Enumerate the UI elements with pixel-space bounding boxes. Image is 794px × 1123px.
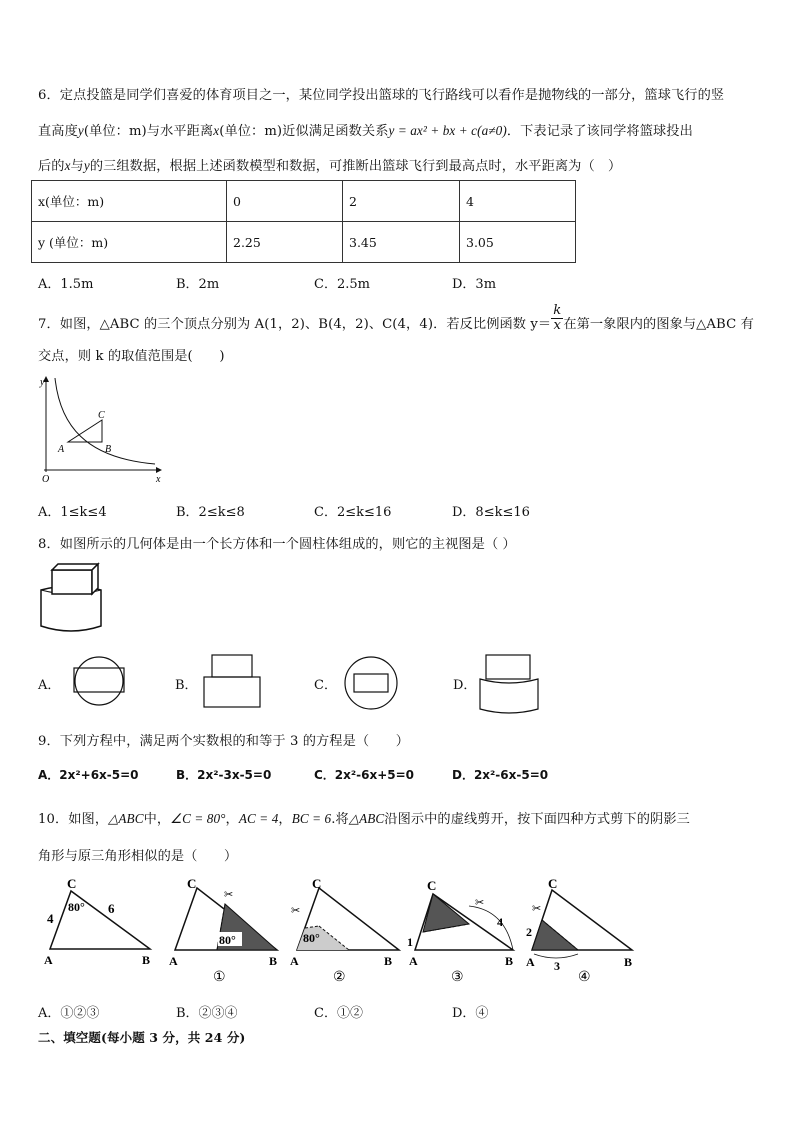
option-a[interactable]: A．1≤k≤4 bbox=[38, 505, 107, 520]
side-length-2: 2 bbox=[526, 925, 532, 939]
figure-number: ② bbox=[333, 970, 346, 985]
side-bc-length: 6 bbox=[108, 901, 115, 916]
q6-options bbox=[38, 273, 758, 292]
option-c[interactable]: C．2.5m bbox=[314, 277, 370, 292]
label-y: y bbox=[40, 377, 45, 388]
q10-triangle: △ABC bbox=[108, 811, 144, 826]
label-c: C bbox=[312, 876, 322, 891]
var-y: y bbox=[77, 123, 84, 138]
option-d[interactable]: D．2x²-6x-5=0 bbox=[452, 768, 549, 782]
option-d[interactable]: D．8≤k≤16 bbox=[452, 505, 530, 520]
q10-text: ， bbox=[278, 812, 292, 827]
q6-line1: 6．定点投篮是同学们喜爱的体育项目之一，某位同学投出篮球的飞行路线可以看作是抛物线的一部分，篮球飞行的竖 bbox=[38, 88, 725, 103]
var-x: x bbox=[213, 123, 220, 138]
q10-text: 10．如图， bbox=[38, 812, 109, 827]
scissors-icon: ✂ bbox=[475, 897, 485, 909]
q10-figure-4 bbox=[522, 876, 642, 986]
option-a[interactable]: A．1.5m bbox=[38, 277, 94, 292]
side-length-4: 4 bbox=[497, 915, 503, 929]
q7-text: 在第一象限内的图象与△ABC 有 bbox=[563, 317, 754, 332]
angle-c-label: 80° bbox=[68, 900, 85, 914]
label-b: B bbox=[269, 954, 278, 968]
label-b: B bbox=[505, 954, 514, 968]
label-a: A bbox=[169, 954, 178, 968]
q10-figure-2 bbox=[287, 876, 407, 986]
cylinder-front bbox=[480, 679, 538, 713]
figure-number: ③ bbox=[451, 970, 464, 985]
circle-shape bbox=[345, 657, 397, 709]
table-cell: x(单位：m) bbox=[32, 181, 227, 222]
q10-figure-3 bbox=[405, 876, 525, 986]
q10-line2: 角形与原三角形相似的是（ ） bbox=[38, 849, 238, 864]
cuboid-front bbox=[52, 570, 92, 594]
scissors-icon: ✂ bbox=[532, 903, 542, 915]
side-length-3: 3 bbox=[554, 959, 560, 973]
label-b: B bbox=[105, 444, 112, 455]
cuboid-side bbox=[92, 564, 98, 594]
table-cell: y (单位：m) bbox=[32, 222, 227, 263]
option-c[interactable]: C．①② bbox=[314, 1006, 363, 1021]
table-cell: 3.05 bbox=[460, 222, 576, 263]
q10-figure-1 bbox=[165, 876, 285, 986]
rectangle-shape bbox=[354, 674, 388, 692]
circle-shape bbox=[75, 657, 123, 705]
rectangle-bottom bbox=[204, 677, 260, 707]
var-y: y bbox=[83, 158, 90, 173]
scissors-icon: ✂ bbox=[291, 905, 301, 917]
q6-text: 的三组数据，根据上述函数模型和数据，可推断出篮球飞行到最高点时，水平距离为（ ） bbox=[89, 159, 622, 174]
q6-text: ．下表记录了该同学将篮球投出 bbox=[506, 124, 693, 139]
fraction-k-over-x bbox=[551, 304, 563, 333]
q8-line1: 8．如图所示的几何体是由一个长方体和一个圆柱体组成的，则它的主视图是（ ） bbox=[38, 537, 516, 552]
q10-text: 中， bbox=[143, 812, 171, 827]
q7-text: 7．如图，△ABC 的三个顶点分别为 A(1，2)、B(4，2)、C(4，4)．若反比例函数 y＝ bbox=[38, 317, 552, 332]
q10-text: .将 bbox=[331, 812, 349, 827]
triangle-abc bbox=[50, 891, 150, 949]
option-a[interactable]: A．2x²+6x-5=0 bbox=[38, 768, 139, 782]
q10-options bbox=[38, 1002, 758, 1021]
q7-line2: 交点，则 k 的取值范围是( ) bbox=[38, 349, 225, 364]
arc-mark bbox=[534, 954, 578, 958]
table-row bbox=[32, 222, 576, 263]
fraction-numerator: k bbox=[553, 303, 562, 318]
section-heading: 二、填空题(每小题 3 分，共 24 分) bbox=[38, 1030, 246, 1045]
q9-options bbox=[38, 766, 758, 783]
q6-line3 bbox=[38, 155, 621, 174]
rectangle-top bbox=[486, 655, 530, 679]
arc-mark bbox=[469, 906, 513, 950]
q10-text: 沿图示中的虚线剪开，按下面四种方式剪下的阴影三 bbox=[384, 812, 690, 827]
var-x: x bbox=[64, 158, 71, 173]
table-cell: 3.45 bbox=[343, 222, 460, 263]
label-a: A bbox=[44, 953, 53, 967]
side-ac-length: 4 bbox=[47, 911, 54, 926]
q8-option-a-label[interactable]: A． bbox=[38, 678, 61, 693]
q8-option-a-figure bbox=[68, 655, 130, 707]
q8-option-c-label[interactable]: C． bbox=[314, 678, 337, 693]
option-b[interactable]: B．2≤k≤8 bbox=[176, 505, 245, 520]
q9-line1: 9．下列方程中，满足两个实数根的和等于 3 的方程是（ ） bbox=[38, 734, 410, 749]
q10-angle: ∠C = 80° bbox=[170, 811, 226, 826]
q10-ac: AC = 4 bbox=[238, 811, 279, 826]
label-c: C bbox=[427, 878, 437, 893]
table-cell: 2 bbox=[343, 181, 460, 222]
label-c: C bbox=[98, 410, 105, 421]
label-c: C bbox=[548, 876, 558, 891]
q8-option-b-label[interactable]: B． bbox=[175, 678, 198, 693]
q8-solid-figure bbox=[36, 560, 111, 635]
q8-option-b-figure bbox=[200, 653, 264, 711]
table-cell: 2.25 bbox=[227, 222, 343, 263]
label-a: A bbox=[526, 955, 535, 969]
option-b[interactable]: B．②③④ bbox=[176, 1006, 238, 1021]
x-axis-arrow bbox=[156, 467, 162, 473]
option-c[interactable]: C．2x²-6x+5=0 bbox=[314, 768, 415, 782]
q6-data-table bbox=[31, 180, 576, 263]
table-cell: 0 bbox=[227, 181, 343, 222]
option-c[interactable]: C．2≤k≤16 bbox=[314, 505, 392, 520]
q7-options bbox=[38, 501, 758, 520]
option-b[interactable]: B．2m bbox=[176, 277, 220, 292]
shaded-triangle bbox=[423, 894, 469, 932]
option-d[interactable]: D．3m bbox=[452, 277, 497, 292]
rectangle-shape bbox=[74, 668, 124, 692]
q6-text: 与 bbox=[70, 159, 84, 174]
q6-formula: y = ax² + bx + c(a≠0) bbox=[388, 123, 507, 138]
table-row bbox=[32, 181, 576, 222]
label-b: B bbox=[384, 954, 393, 968]
label-c: C bbox=[187, 876, 197, 891]
label-b: B bbox=[624, 955, 633, 969]
q6-text: (单位：m)与水平距离 bbox=[83, 124, 214, 139]
option-a[interactable]: A．①②③ bbox=[38, 1006, 100, 1021]
side-length-1: 1 bbox=[407, 935, 413, 949]
scissors-icon: ✂ bbox=[224, 889, 234, 901]
angle-label: 80° bbox=[303, 931, 320, 945]
option-b[interactable]: B．2x²-3x-5=0 bbox=[176, 768, 272, 782]
q10-main-triangle-figure bbox=[38, 875, 163, 970]
shaded-triangle bbox=[532, 920, 578, 950]
q10-line1 bbox=[38, 808, 690, 827]
q8-option-c-figure bbox=[340, 655, 402, 711]
triangle-abc bbox=[68, 420, 102, 442]
q6-line2 bbox=[38, 120, 693, 139]
label-c: C bbox=[67, 876, 77, 891]
label-x: x bbox=[156, 474, 161, 485]
figure-number: ④ bbox=[578, 970, 591, 985]
label-a: A bbox=[290, 954, 299, 968]
q6-text: (单位：m)近似满足函数关系 bbox=[219, 124, 389, 139]
angle-label: 80° bbox=[219, 933, 236, 947]
label-b: B bbox=[142, 953, 151, 967]
q7-line1 bbox=[38, 303, 754, 339]
option-d[interactable]: D．④ bbox=[452, 1006, 489, 1021]
q10-text: ， bbox=[225, 812, 239, 827]
fraction-denominator: x bbox=[553, 318, 562, 333]
rectangle-top bbox=[212, 655, 252, 677]
q10-triangle: △ABC bbox=[348, 811, 385, 826]
figure-number: ① bbox=[213, 970, 226, 985]
q7-graph-figure bbox=[30, 370, 170, 485]
q10-bc: BC = 6 bbox=[291, 811, 332, 826]
label-a: A bbox=[409, 954, 418, 968]
q6-text: 直高度 bbox=[38, 124, 78, 139]
q8-option-d-figure bbox=[476, 653, 542, 717]
label-o: O bbox=[42, 474, 50, 485]
cuboid-top bbox=[52, 564, 98, 570]
table-cell: 4 bbox=[460, 181, 576, 222]
q6-text: 后的 bbox=[38, 159, 65, 174]
label-a: A bbox=[58, 444, 65, 455]
q8-option-d-label[interactable]: D． bbox=[453, 678, 477, 693]
